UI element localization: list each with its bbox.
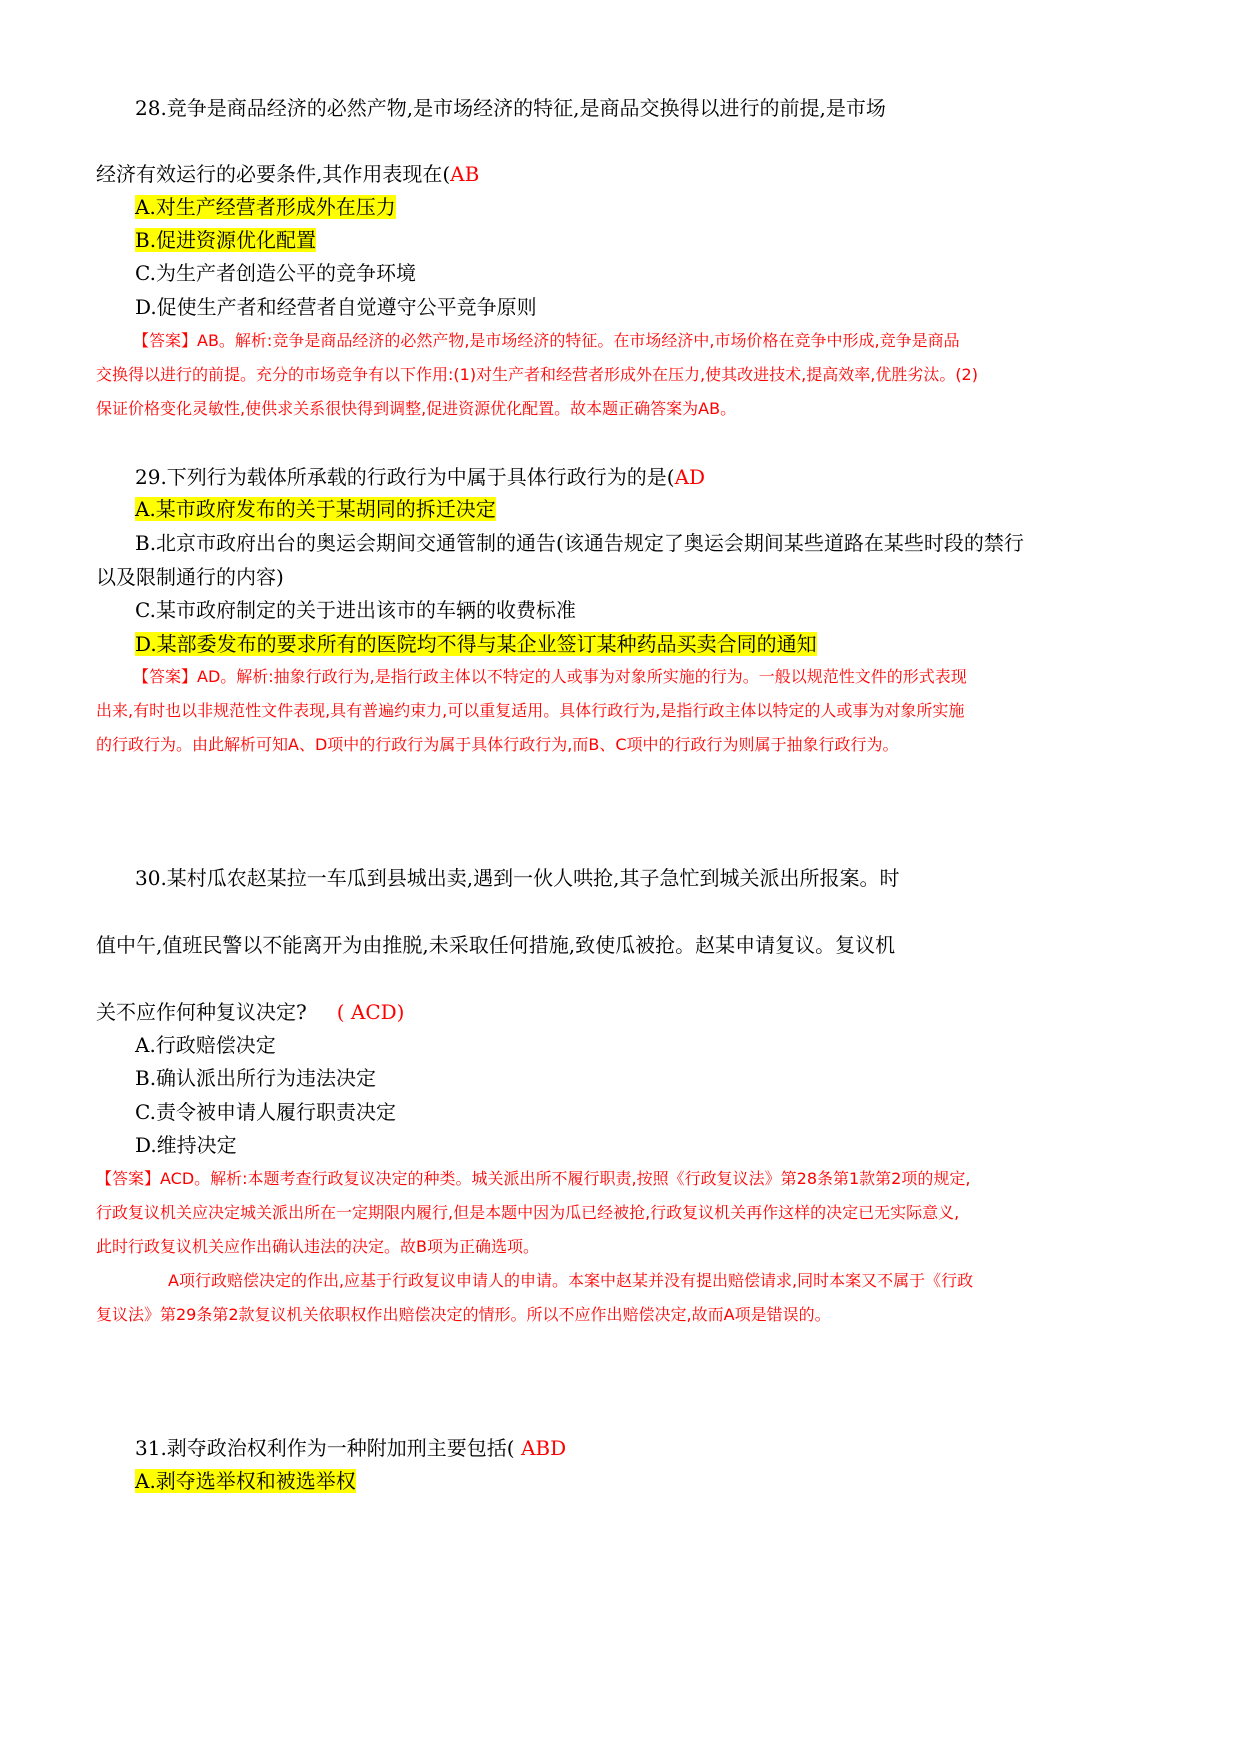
question-30-explanation-line-1: 【答案】ACD。解析:本题考查行政复议决定的种类。城关派出所不履行职责,按照《行政复议法》第28条第1款第2项的规定, [96, 1169, 971, 1188]
question-29-option-c: C.某市政府制定的关于进出该市的车辆的收费标准 [135, 598, 576, 622]
question-29-explanation-line-2: 出来,有时也以非规范性文件表现,具有普遍约束力,可以重复适用。具体行政行为,是指行政主体以特定的人或事为对象所实施 [96, 701, 965, 720]
question-29-explanation-line-3: 的行政行为。由此解析可知A、D项中的行政行为属于具体行政行为,而B、C项中的行政行为则属于抽象行政行为。 [96, 735, 899, 754]
question-29-option-b-line-2: 以及限制通行的内容) [96, 565, 284, 589]
question-28-stem-text: 经济有效运行的必要条件,其作用表现在( [96, 162, 451, 186]
question-31-answer: ABD [514, 1436, 567, 1460]
question-28-option-d: D.促使生产者和经营者自觉遵守公平竞争原则 [135, 295, 537, 319]
question-28-stem-line-1: 28.竞争是商品经济的必然产物,是市场经济的特征,是商品交换得以进行的前提,是市场 [135, 96, 886, 120]
question-29-stem-text: 29.下列行为载体所承载的行政行为中属于具体行政行为的是( [135, 465, 675, 489]
question-29-stem [135, 462, 705, 492]
question-31-stem [135, 1433, 566, 1463]
question-29-explanation-line-1: 【答案】AD。解析:抽象行政行为,是指行政主体以不特定的人或事为对象所实施的行为。一般以规范性文件的形式表现 [133, 667, 967, 686]
question-28-option-a: A.对生产经营者形成外在压力 [135, 195, 396, 219]
question-28-option-c: C.为生产者创造公平的竞争环境 [135, 261, 416, 285]
question-28-explanation-line-1: 【答案】AB。解析:竞争是商品经济的必然产物,是市场经济的特征。在市场经济中,市场价格在竞争中形成,竞争是商品 [133, 331, 960, 350]
question-30-option-c: C.责令被申请人履行职责决定 [135, 1100, 396, 1124]
question-28-option-b: B.促进资源优化配置 [135, 228, 317, 252]
question-30-explanation-line-2: 行政复议机关应决定城关派出所在一定期限内履行,但是本题中因为瓜已经被抢,行政复议机关再作这样的决定已无实际意义, [96, 1203, 960, 1222]
question-30-stem-line-3 [96, 997, 404, 1027]
question-29-option-b-line-1: B.北京市政府出台的奥运会期间交通管制的通告(该通告规定了奥运会期间某些道路在某些时段的禁行 [135, 531, 1024, 555]
question-30-explanation-line-5: 复议法》第29条第2款复议机关依职权作出赔偿决定的情形。所以不应作出赔偿决定,故而A项是错误的。 [96, 1305, 831, 1324]
question-28-stem-line-2 [96, 159, 479, 189]
question-30-option-b: B.确认派出所行为违法决定 [135, 1066, 377, 1090]
question-29-answer: AD [674, 465, 706, 489]
question-28-explanation-line-2: 交换得以进行的前提。充分的市场竞争有以下作用:(1)对生产者和经营者形成外在压力,使其改进技术,提高效率,优胜劣汰。(2) [96, 365, 978, 384]
question-30-explanation-line-3: 此时行政复议机关应作出确认违法的决定。故B项为正确选项。 [96, 1237, 539, 1256]
question-30-stem-line-1: 30.某村瓜农赵某拉一车瓜到县城出卖,遇到一伙人哄抢,其子急忙到城关派出所报案。时 [135, 866, 900, 890]
question-30-option-d: D.维持决定 [135, 1133, 237, 1157]
question-29-option-d: D.某部委发布的要求所有的医院均不得与某企业签订某种药品买卖合同的通知 [135, 632, 817, 656]
question-31-option-a: A.剥夺选举权和被选举权 [135, 1469, 356, 1493]
question-30-stem-text: 关不应作何种复议决定? [96, 1000, 307, 1024]
question-29-option-a: A.某市政府发布的关于某胡同的拆迁决定 [135, 497, 496, 521]
question-28-explanation-line-3: 保证价格变化灵敏性,使供求关系很快得到调整,促进资源优化配置。故本题正确答案为AB。 [96, 399, 737, 418]
question-30-answer: ( ACD) [336, 1000, 405, 1024]
question-30-stem-line-2: 值中午,值班民警以不能离开为由推脱,未采取任何措施,致使瓜被抢。赵某申请复议。复议机 [96, 933, 896, 957]
question-30-explanation-line-4: A项行政赔偿决定的作出,应基于行政复议申请人的申请。本案中赵某并没有提出赔偿请求,同时本案又不属于《行政 [168, 1271, 974, 1290]
question-28-answer: AB [450, 162, 480, 186]
question-30-option-a: A.行政赔偿决定 [135, 1033, 276, 1057]
question-31-stem-text: 31.剥夺政治权利作为一种附加刑主要包括( [135, 1436, 515, 1460]
